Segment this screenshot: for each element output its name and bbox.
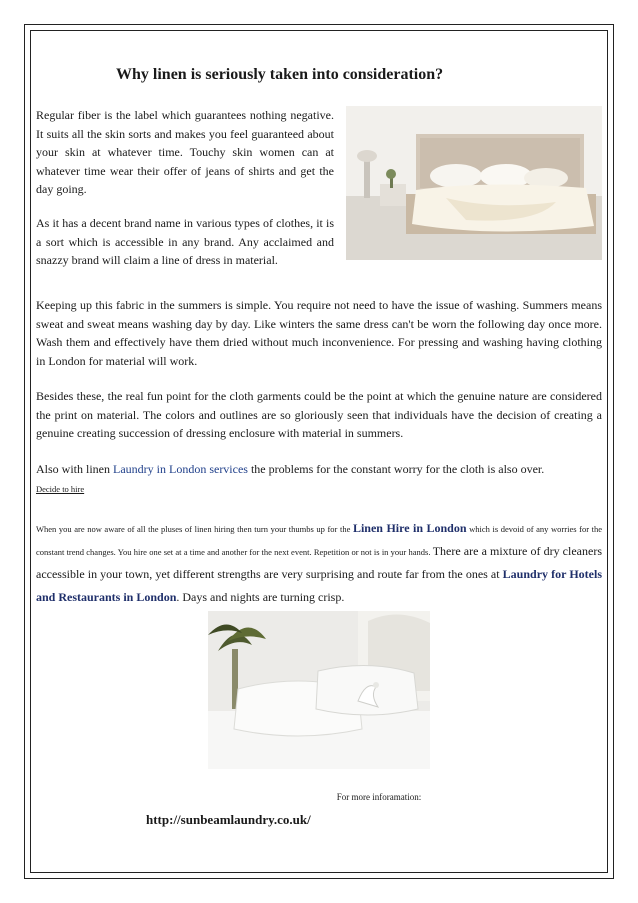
laundry-in-london-link[interactable]: Laundry in London services	[113, 462, 248, 476]
more-information-label: For more inforamation:	[336, 792, 422, 802]
website-url-link[interactable]: http://sunbeamlaundry.co.uk/	[146, 812, 311, 827]
paragraph-2: As it has a decent brand name in various types of clothes, it is a sort which is accessible in any brand. Any acclaimed and snazzy brand will claim a line of dress in material.	[36, 216, 334, 267]
paragraph-1: Regular fiber is the label which guarantees nothing negative. It suits all the skin sorts and makes you feel guaranteed about your skin at whatever time. Touchy skin women can at whatever time wear their offer of jeans of shirts and get the day going.	[36, 108, 334, 196]
page-title: Why linen is seriously taken into consideration?	[116, 66, 444, 83]
paragraph-3: Keeping up this fabric in the summers is simple. You require not need to have the issue of washing. Summers means sweat and sweat means washing day by day. Like winters the same dress can't be worn the following day once more. Wash them and effectively have them dried without much inconvenience. For pressing and washing having clothing in London for material will work.	[36, 298, 602, 368]
laundry-for-hotels-link[interactable]: Laundry for Hotels and Restaurants in London	[36, 566, 602, 604]
paragraph-4: Besides these, the real fun point for the cloth garments could be the point at which the genuine nature are considered the print on material. The colors and outlines are so gloriously seen that individuals have the decision of creating a genuine creating succession of dressing enclosure with material in summers.	[36, 389, 602, 440]
paragraph-6-part-a: When you are now aware of all the pluses of linen hiring then turn your thumbs up for the	[36, 523, 353, 534]
paragraph-6-part-b: which is devoid of any worries for the constant trend changes. You hire one set at a time and another for the next event. Repetition or not is in your hands.	[36, 523, 603, 557]
bedroom-image	[346, 106, 602, 260]
paragraph-5	[36, 460, 602, 479]
pillows-image	[208, 611, 430, 769]
paragraph-6	[36, 517, 602, 609]
paragraph-5-end: the problems for the constant worry for the cloth is also over.	[247, 462, 545, 476]
decide-to-hire-heading: Decide to hire	[36, 484, 85, 494]
paragraph-5-start: Also with linen	[36, 462, 113, 476]
paragraph-6-part-d: . Days and nights are turning crisp.	[176, 589, 345, 604]
linen-hire-in-london-link[interactable]: Linen Hire in London	[352, 520, 467, 535]
paragraph-6-part-c: There are a mixture of dry cleaners accessible in your town, yet different strengths are very surprising and route far from the ones at	[36, 543, 602, 581]
